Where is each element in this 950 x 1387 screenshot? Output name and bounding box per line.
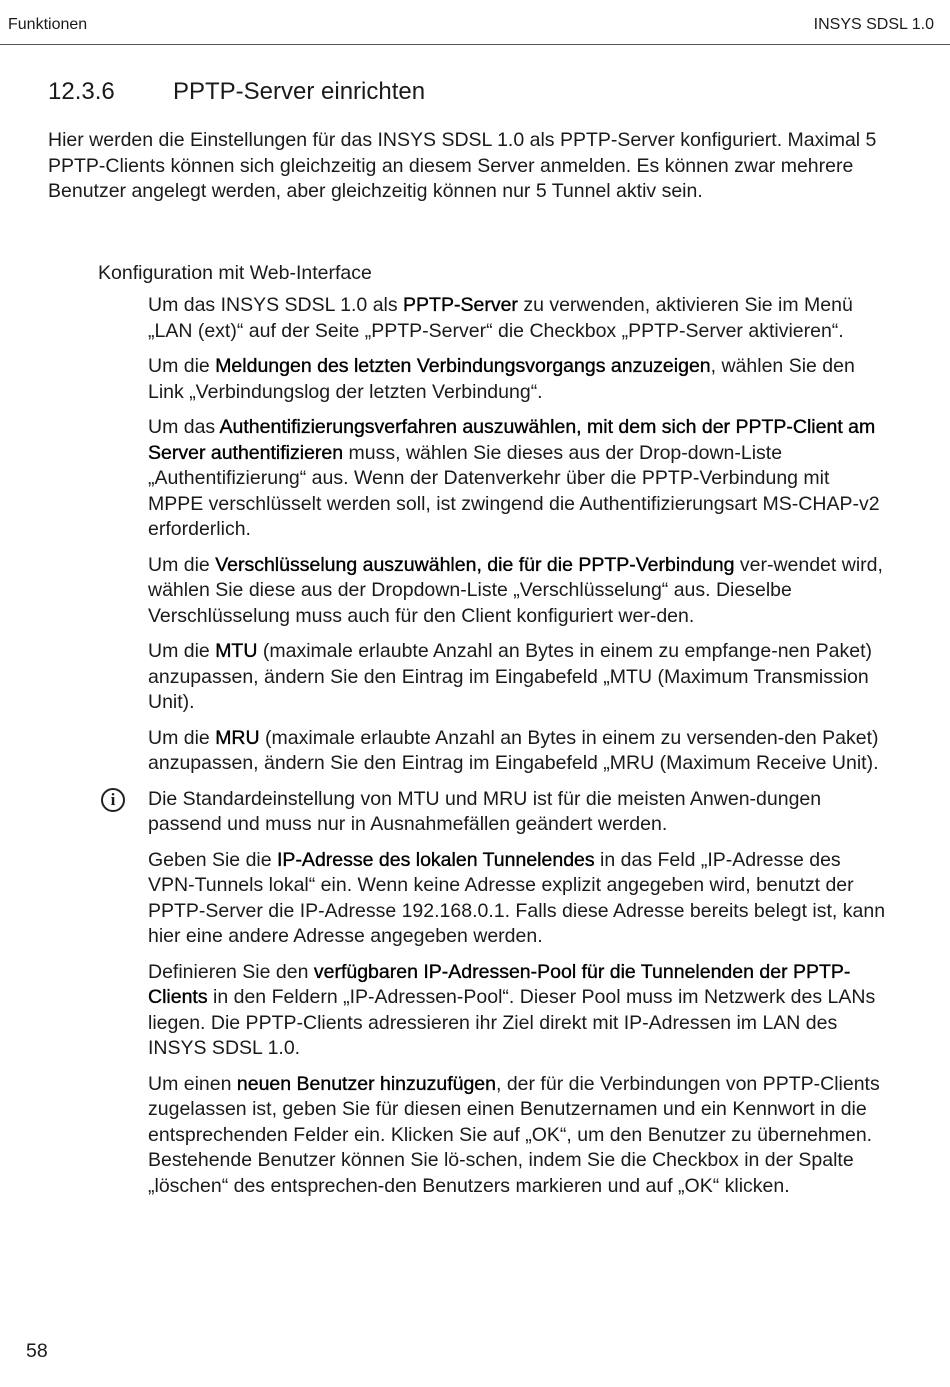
- paragraph: Um die Verschlüsselung auszuwählen, die für die PPTP-Verbindung ver-wendet wird, wählen Sie diese aus der Dropdown-Liste „Verschlüsselung“ aus. Dieselbe Verschlüsselung muss auch für den Client konfiguriert wer-den.: [148, 553, 883, 627]
- page-header: [0, 0, 950, 45]
- paragraph: Um die Meldungen des letzten Verbindungsvorgangs anzuzeigen, wählen Sie den Link „Verbindungslog der letzten Verbindung“.: [148, 355, 855, 403]
- note-text: Die Standardeinstellung von MTU und MRU ist für die meisten Anwen-dungen passend und muss nur in Ausnahmefällen geändert werden.: [148, 787, 822, 835]
- page-number: 58: [26, 1340, 48, 1362]
- section-heading: [48, 78, 425, 106]
- paragraph: Um die MRU (maximale erlaubte Anzahl an Bytes in einem zu versenden-den Paket) anzupassen, ändern Sie den Eintrag im Eingabefeld „MRU (Maximum Receive Unit).: [148, 726, 879, 774]
- info-note: [110, 787, 888, 838]
- paragraph: Um das Authentifizierungsverfahren auszuwählen, mit dem sich der PPTP-Client am Server authentifizieren muss, wählen Sie dieses aus der Drop-down-Liste „Authentifizierung“ aus. Wenn der Datenverkehr über die PPTP-Verbindung mit MPPE verschlüsselt werden soll, ist zwingend die Authentifizierungsart MS-CHAP-v2 erforderlich.: [148, 416, 880, 540]
- paragraph: Definieren Sie den verfügbaren IP-Adressen-Pool für die Tunnelenden der PPTP-Clients in den Feldern „IP-Adressen-Pool“. Dieser Pool muss im Netzwerk des LANs liegen. Die PPTP-Clients adressieren ihr Ziel direkt mit IP-Adressen im LAN des INSYS SDSL 1.0.: [148, 960, 876, 1059]
- header-product: INSYS SDSL 1.0: [813, 16, 934, 33]
- paragraph: Um das INSYS SDSL 1.0 als PPTP-Server zu verwenden, aktivieren Sie im Menü „LAN (ext)“ auf der Seite „PPTP-Server“ die Checkbox „PPTP-Server aktivieren“.: [148, 294, 853, 342]
- intro-paragraph: Hier werden die Einstellungen für das INSYS SDSL 1.0 als PPTP-Server konfiguriert. Maximal 5 PPTP-Clients können sich gleichzeitig an diesem Server anmelden. Es können zwar mehrere Benutzer angelegt werden, aber gleichzeitig können nur 5 Tunnel aktiv sein.: [48, 129, 877, 202]
- subheading: Konfiguration mit Web-Interface: [98, 262, 372, 284]
- paragraph: Geben Sie die IP-Adresse des lokalen Tunnelendes in das Feld „IP-Adresse des VPN-Tunnels lokal“ ein. Wenn keine Adresse explizit angegeben wird, benutzt der PPTP-Server die IP-Adresse 192.168.0.1. Falls diese Adresse bereits belegt ist, kann hier eine andere Adresse angegeben werden.: [148, 848, 886, 947]
- paragraph: Um die MTU (maximale erlaubte Anzahl an Bytes in einem zu empfange-nen Paket) anzupassen, ändern Sie den Eintrag im Eingabefeld „MTU (Maximum Transmission Unit).: [148, 640, 873, 713]
- section-number: 12.3.6: [48, 78, 115, 105]
- info-icon: i: [101, 788, 125, 812]
- content-body: [110, 293, 888, 1209]
- paragraph: Um einen neuen Benutzer hinzuzufügen, der für die Verbindungen von PPTP-Clients zugelassen ist, geben Sie für diesen einen Benutzernamen und ein Kennwort in die entsprechenden Felder ein. Klicken Sie auf „OK“, um den Benutzer zu übernehmen. Bestehende Benutzer können Sie lö-schen, indem Sie die Checkbox in der Spalte „löschen“ des entsprechen-den Benutzers markieren und auf „OK“ klicken.: [148, 1072, 880, 1197]
- header-chapter: Funktionen: [8, 16, 88, 33]
- section-title: PPTP-Server einrichten: [173, 78, 426, 105]
